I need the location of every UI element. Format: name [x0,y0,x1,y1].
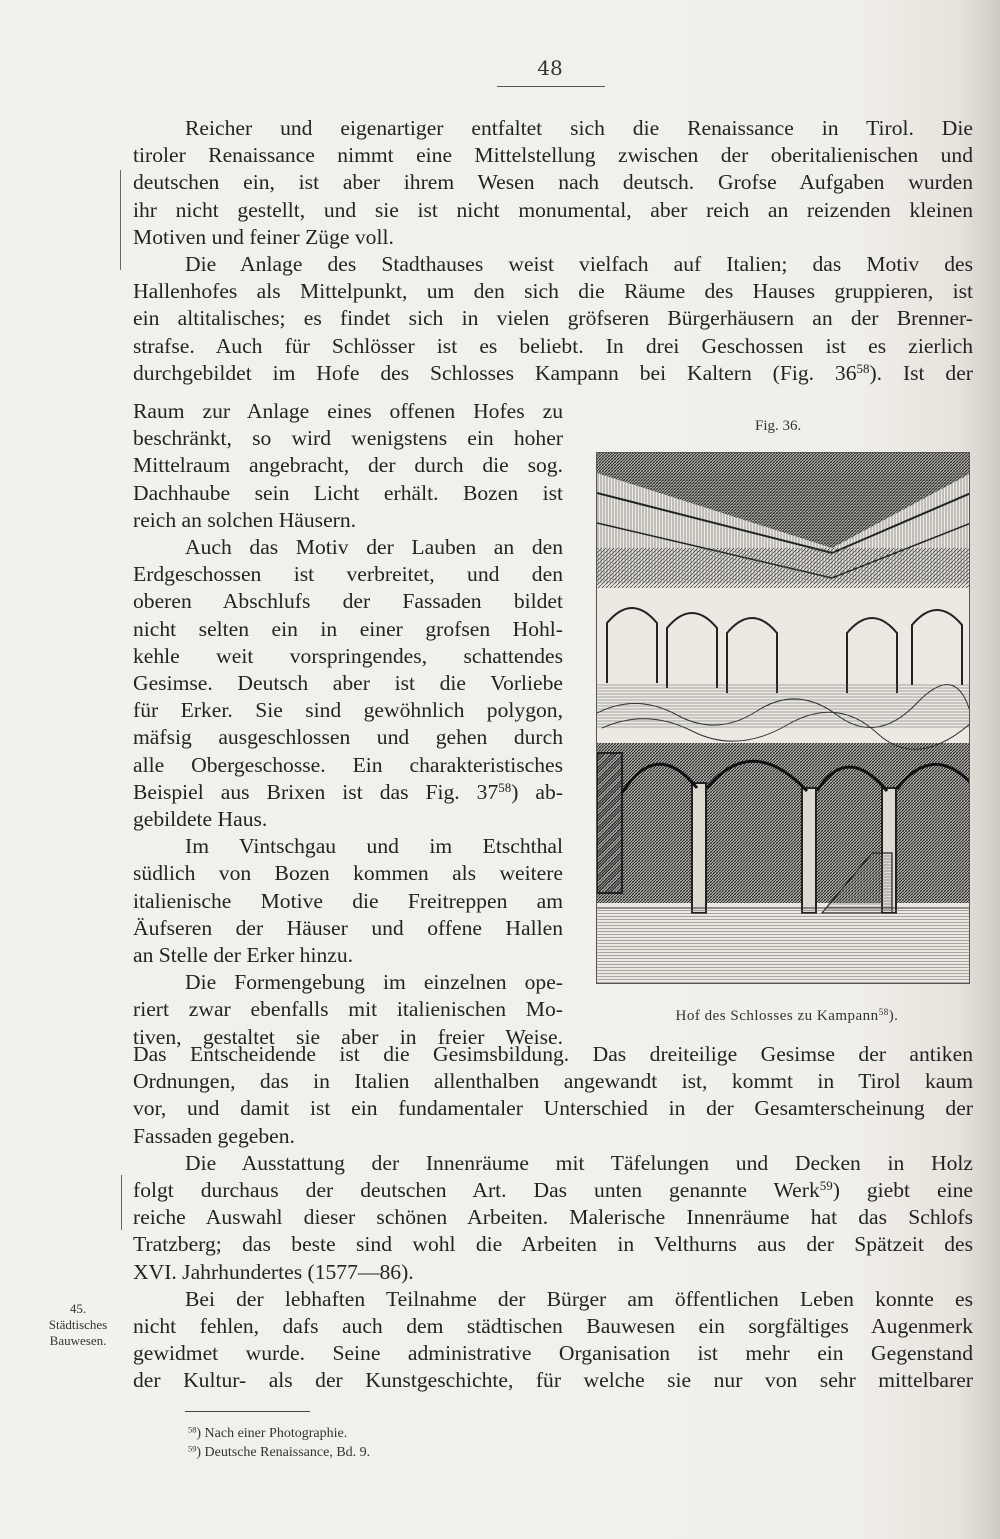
footnotes [188,1424,370,1462]
text-line: Das Entscheidende ist die Gesimsbildung. Das dreiteilige Gesimse der antiken [133,1042,973,1066]
caption-text: Hof des Schlosses zu Kampann [675,1008,879,1024]
text-line: Erdgeschossen ist verbreitet, und den [133,562,563,587]
text-line: XVI. Jahrhundertes (1577—86). [133,1259,414,1284]
text-fragment: durchgebildet im Hofe des Schlosses Kampann bei Kaltern (Fig. 36 [133,360,857,385]
text-line: ein altitalisches; es findet sich in vielen gröfseren Bürgerhäusern an der Brenner- [133,306,973,331]
text-line: für Erker. Sie sind gewöhnlich polygon, [133,698,563,723]
text-line [133,1177,973,1204]
text-line: Dachhaube sein Licht erhält. Bozen ist [133,480,563,505]
footnote-number: 59 [188,1444,197,1454]
text-line: Äufseren der Häuser und offene Hallen [133,915,563,940]
margin-note-number: 45. [69,1301,87,1316]
text-line [133,360,973,387]
text-line: Raum zur Anlage eines offenen Hofes zu [133,399,563,423]
figure-courtyard-illustration [596,452,970,984]
text-line: vor, und damit ist ein fundamentaler Unterschied in der Gesamterscheinung der [133,1096,973,1121]
text-line: reiche Auswahl dieser schönen Arbeiten. Malerische Innenräume hat das Schlofs [133,1205,973,1230]
text-line: tiven, gestaltet sie aber in freier Weise. [133,1024,563,1049]
text-fragment: ) giebt eine [832,1178,973,1203]
footnote-text: ) Nach einer Photographie. [196,1426,348,1441]
paragraph-bottom [133,1041,973,1395]
text-line: gewidmet wurde. Seine administrative Organisation ist mehr ein Gegenstand [133,1341,973,1366]
text-line: Die Anlage des Stadthauses weist vielfach auf Italien; das Motiv des [185,252,973,277]
text-fragment: Beispiel aus Brixen ist das Fig. 37 [133,779,499,804]
text-line: strafse. Auch für Schlösser ist es beliebt. In drei Geschossen ist es zierlich [133,333,973,358]
text-line: Hallenhofes als Mittelpunkt, um den sich die Räume des Hauses gruppieren, ist [133,279,973,304]
footnote-58 [188,1424,370,1443]
text-fragment: ). Ist der [869,360,973,385]
margin-note-line: Bauwesen. [49,1333,107,1348]
text-line: Gesimse. Deutsch aber ist die Vorliebe [133,671,563,696]
footnote-59 [188,1443,370,1462]
footnote-ref: 59 [819,1177,833,1193]
text-line: mäfsig ausgeschlossen und gehen durch [133,725,563,750]
caption-text-end: ). [888,1008,899,1024]
text-line: gebildete Haus. [133,807,268,832]
text-line: der Kultur- als der Kunstgeschichte, für welche sie nur von sehr mittelbarer [133,1368,973,1393]
text-line: Die Ausstattung der Innenräume mit Täfelungen und Decken in Holz [185,1150,973,1175]
footnote-ref: 58 [878,1007,889,1018]
courtyard-engraving [597,453,970,984]
pencil-mark [121,1175,122,1230]
text-line: Auch das Motiv der Lauben an den [185,535,563,560]
footnote-ref: 58 [856,360,870,376]
text-line: südlich von Bozen kommen als weitere [133,861,563,886]
paragraph-narrow-column [133,398,563,1051]
text-line: Ordnungen, das in Italien allenthalben angewandt ist, kommt in Tirol kaum [133,1069,973,1094]
text-line: reich an solchen Häusern. [133,507,357,532]
text-line: nicht selten ein in einer grofsen Hohl- [133,616,563,641]
text-line: deutschen ein, ist aber ihrem Wesen nach deutsch. Grofse Aufgaben wurden [133,170,973,195]
paragraph-renaissance-tirol [133,115,973,387]
page-number: 48 [537,56,563,80]
text-line: Fassaden gegeben. [133,1123,295,1148]
text-line: Im Vintschgau und im Etschthal [185,834,563,859]
footnote-text: ) Deutsche Renaissance, Bd. 9. [196,1445,371,1460]
text-line: kehle weit vorspringendes, schattendes [133,643,563,668]
text-line: an Stelle der Erker hinzu. [133,943,354,968]
figure-label: Fig. 36. [755,418,802,434]
text-line: Tratzberg; das beste sind wohl die Arbeiten in Velthurns aus der Spätzeit des [133,1232,973,1257]
footnote-rule [185,1411,310,1412]
text-line: beschränkt, so wird wenigstens ein hoher [133,426,563,451]
margin-note-line: Städtisches [48,1317,108,1332]
figure-caption [607,1008,967,1025]
text-line: Bei der lebhaften Teilnahme der Bürger am öffentlichen Leben konnte es [185,1286,973,1311]
text-line [133,779,563,806]
text-fragment: folgt durchaus der deutschen Art. Das unten genannte Werk [133,1178,820,1203]
text-fragment: ) ab- [511,779,563,804]
page-number-rule [497,86,605,87]
text-line: tiroler Renaissance nimmt eine Mittelstellung zwischen der oberitalienischen und [133,143,973,168]
text-line: oberen Abschlufs der Fassaden bildet [133,589,563,614]
text-line: nicht fehlen, dafs auch dem städtischen Bauwesen ein sorgfältiges Augenmerk [133,1314,973,1339]
text-line: Motiven und feiner Züge voll. [133,224,394,249]
text-line: Die Formengebung im einzelnen ope- [185,970,563,995]
pencil-mark [120,170,121,270]
text-line: alle Obergeschosse. Ein charakteristisches [133,752,563,777]
footnote-ref: 58 [498,779,512,795]
text-line: ihr nicht gestellt, und sie ist nicht monumental, aber reich an reizenden kleinen [133,197,973,222]
text-line: Reicher und eigenartiger entfaltet sich die Renaissance in Tirol. Die [185,116,973,140]
footnote-number: 58 [188,1425,197,1435]
margin-note [28,1301,128,1349]
text-line: Mittelraum angebracht, der durch die sog. [133,453,563,478]
text-line: riert zwar ebenfalls mit italienischen Mo- [133,997,563,1022]
text-line: italienische Motive die Freitreppen am [133,888,563,913]
